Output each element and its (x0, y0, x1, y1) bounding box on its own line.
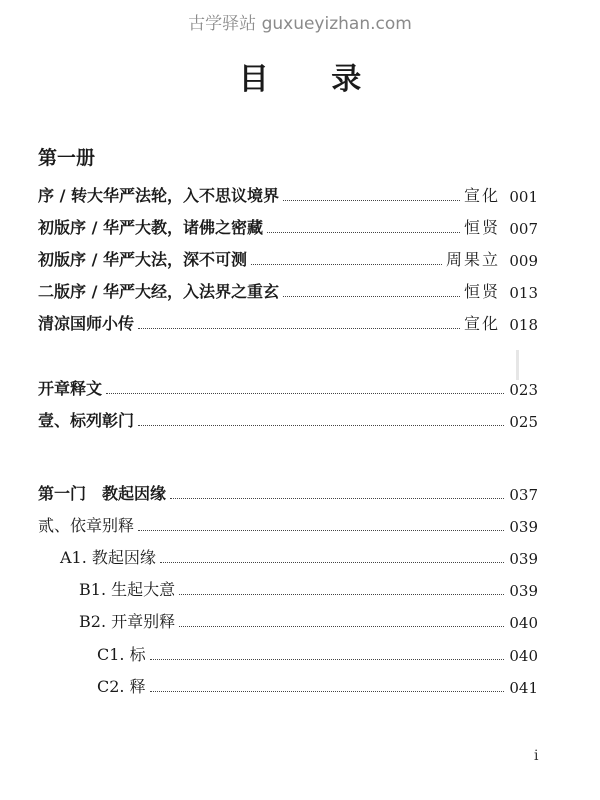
leader-dots (179, 625, 504, 627)
toc-entry[interactable] (97, 671, 538, 697)
toc-entry[interactable] (38, 405, 538, 431)
toc-entry-page: 040 (509, 614, 538, 632)
toc-entry-label: C2. 释 (97, 677, 146, 696)
toc-entry-label: 开章释文 (38, 379, 103, 398)
toc-entry-page: 040 (509, 647, 538, 665)
toc-entry-label: A1. 教起因缘 (60, 548, 156, 567)
leader-dots (283, 295, 460, 297)
toc-entry-page: 013 (509, 284, 538, 302)
toc-entry-label: 贰、依章别释 (38, 516, 135, 535)
leader-dots (251, 263, 442, 265)
toc-entry[interactable] (60, 542, 538, 568)
toc-entry[interactable] (38, 212, 538, 238)
toc-entry-page: 025 (509, 413, 538, 431)
toc-entry-label: 二版序 / 华严大经，入法界之重玄 (38, 282, 279, 301)
toc-entry-label: 序 / 转大华严法轮，入不思议境界 (38, 186, 279, 205)
leader-dots (138, 327, 460, 329)
page-title: 目 录 (238, 62, 388, 97)
toc-entry-page: 037 (509, 486, 538, 504)
toc-entry-author: 恒贤 (463, 218, 500, 237)
toc-entry-author: 恒贤 (463, 282, 500, 301)
toc-entry-page: 041 (509, 679, 538, 697)
toc-entry-page: 009 (509, 252, 538, 270)
toc-entry[interactable] (38, 180, 538, 206)
toc-entry[interactable] (38, 478, 538, 504)
leader-dots (179, 593, 504, 595)
folio-number: i (534, 748, 539, 764)
leader-dots (170, 497, 504, 499)
toc-entry[interactable] (38, 510, 538, 536)
toc-entry[interactable] (79, 606, 538, 632)
volume-heading: 第一册 (38, 147, 96, 169)
leader-dots (160, 561, 504, 563)
page-edge-mark (516, 350, 519, 380)
toc-entry[interactable] (38, 308, 538, 334)
watermark: 古学驿站 guxueyizhan.com (188, 14, 412, 34)
toc-entry-label: 壹、标列彰门 (38, 411, 135, 430)
leader-dots (138, 424, 504, 426)
toc-entry-label: 第一门 教起因缘 (38, 484, 167, 503)
toc-entry-label: B1. 生起大意 (79, 580, 176, 599)
toc-entry-author: 周果立 (445, 250, 500, 269)
toc-entry-page: 023 (509, 381, 538, 399)
toc-entry-label: 初版序 / 华严大法，深不可测 (38, 250, 247, 269)
leader-dots (267, 231, 460, 233)
toc-entry-page: 007 (509, 220, 538, 238)
leader-dots (106, 392, 504, 394)
toc-entry-page: 039 (509, 518, 538, 536)
toc-entry[interactable] (38, 276, 538, 302)
toc-entry-page: 001 (509, 188, 538, 206)
toc-entry-page: 018 (509, 316, 538, 334)
toc-entry[interactable] (38, 244, 538, 270)
leader-dots (138, 529, 504, 531)
toc-entry[interactable] (38, 373, 538, 399)
toc-entry-author: 宣化 (463, 314, 500, 333)
toc-entry-author: 宣化 (463, 186, 500, 205)
leader-dots (150, 658, 504, 660)
toc-entry-label: B2. 开章别释 (79, 612, 176, 631)
toc-entry[interactable] (97, 639, 538, 665)
toc-entry-page: 039 (509, 582, 538, 600)
toc-entry-label: C1. 标 (97, 645, 146, 664)
toc-entry-label: 初版序 / 华严大教，诸佛之密藏 (38, 218, 263, 237)
leader-dots (150, 690, 504, 692)
toc-entry-page: 039 (509, 550, 538, 568)
toc-entry[interactable] (79, 574, 538, 600)
leader-dots (283, 199, 460, 201)
toc-entry-label: 清凉国师小传 (38, 314, 135, 333)
